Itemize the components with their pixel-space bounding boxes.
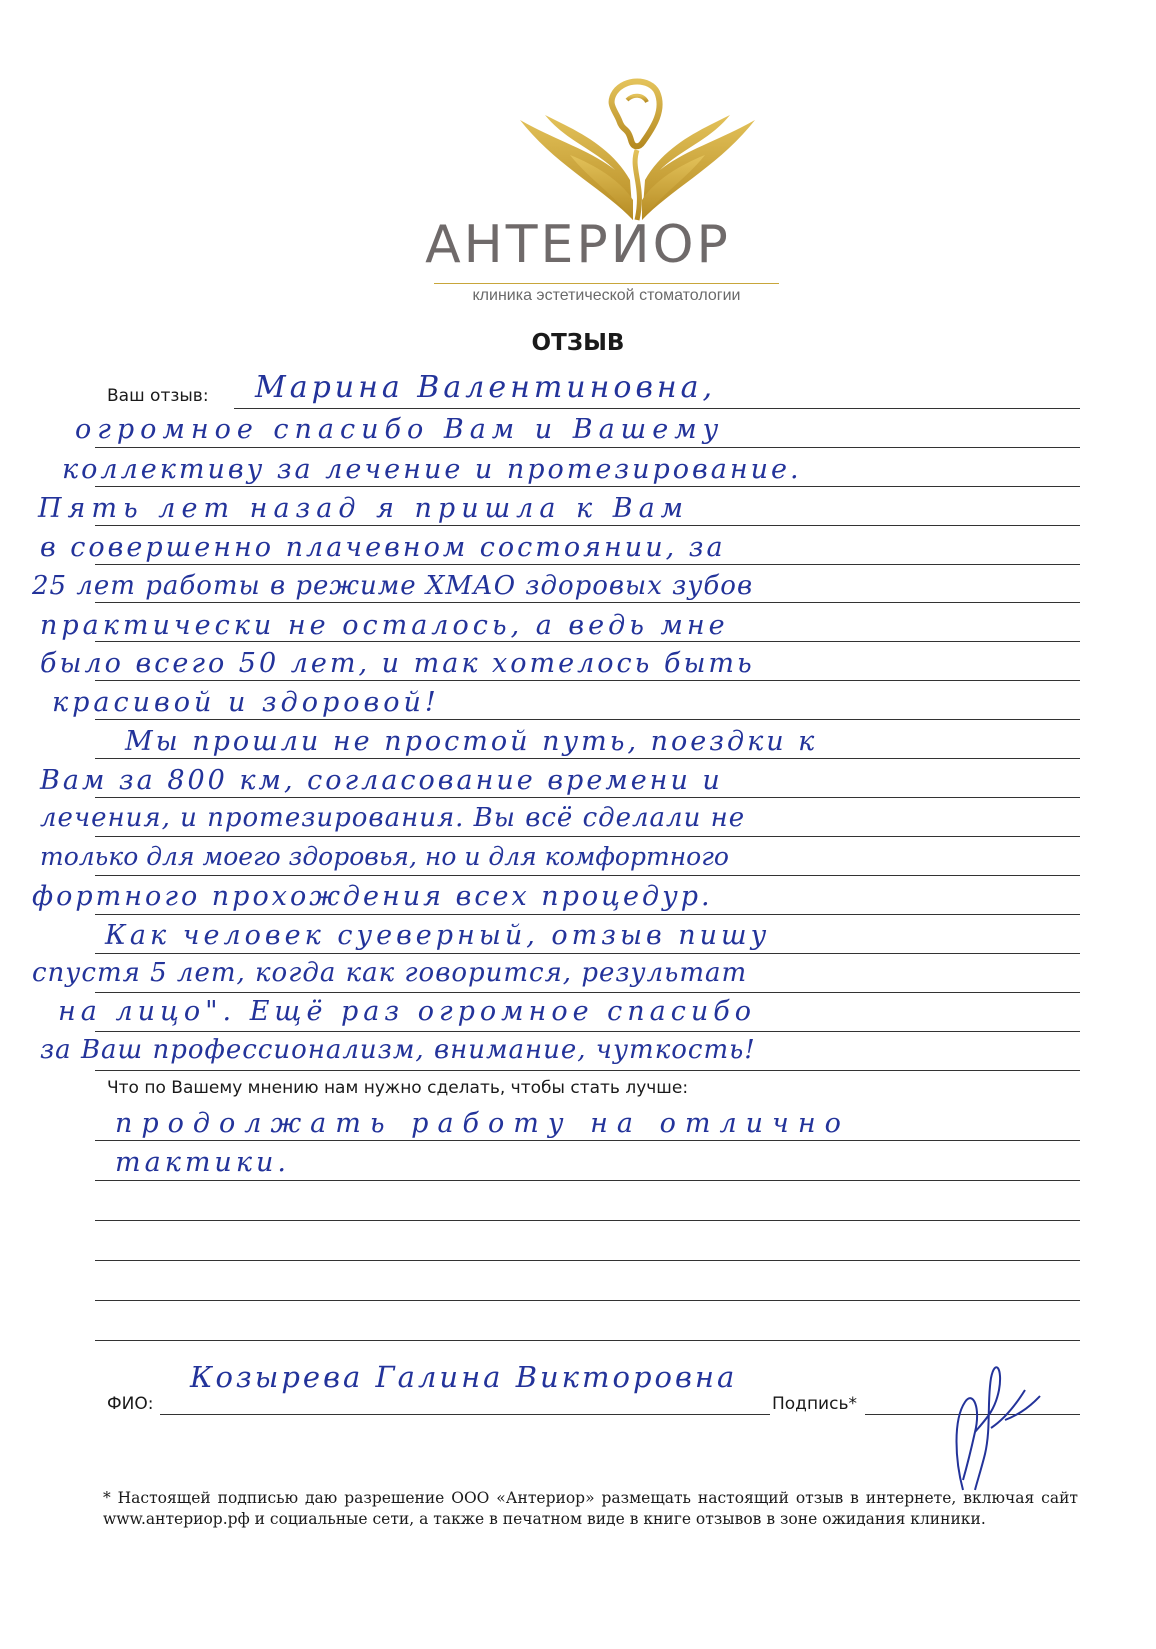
handwritten-line: только для моего здоровья, но и для комфортного <box>40 842 729 871</box>
handwritten-name: Козырева Галина Викторовна <box>190 1360 738 1394</box>
ruled-line <box>95 836 1080 837</box>
signature-mark <box>945 1350 1050 1495</box>
handwritten-line: коллективу за лечение и протезирование. <box>62 454 802 485</box>
handwritten-line: в совершенно плачевном состоянии, за <box>40 532 726 563</box>
review-label: Ваш отзыв: <box>107 386 209 406</box>
name-line <box>160 1414 770 1415</box>
ruled-line <box>95 875 1080 876</box>
tooth-wings-logo-icon <box>515 70 760 230</box>
ruled-line <box>95 680 1080 681</box>
handwritten-improve-line: продолжать работу на отлично <box>115 1108 850 1139</box>
handwritten-line: фортного прохождения всех процедур. <box>32 881 713 912</box>
ruled-line <box>95 1340 1080 1341</box>
ruled-line <box>95 1031 1080 1032</box>
handwritten-line: на лицо". Ещё раз огромное спасибо <box>58 996 756 1027</box>
handwritten-improve-line: тактики. <box>115 1147 290 1178</box>
handwritten-line: Мы прошли не простой путь, поездки к <box>125 726 818 757</box>
ruled-line <box>95 1180 1080 1181</box>
handwritten-line: Пять лет назад я пришла к Вам <box>38 493 690 524</box>
ruled-line <box>95 564 1080 565</box>
handwritten-line: было всего 50 лет, и так хотелось быть <box>40 648 755 679</box>
brand-tagline: клиника эстетической стоматологии <box>434 283 779 305</box>
ruled-line <box>95 914 1080 915</box>
ruled-line <box>95 1140 1080 1141</box>
handwritten-line: Марина Валентиновна, <box>255 370 717 405</box>
ruled-line <box>95 758 1080 759</box>
handwritten-line: Как человек суеверный, отзыв пишу <box>105 920 771 951</box>
handwritten-line: красивой и здоровой! <box>52 687 440 718</box>
ruled-line <box>95 797 1080 798</box>
handwritten-line: Вам за 800 км, согласование времени и <box>40 765 723 796</box>
name-label: ФИО: <box>107 1394 154 1414</box>
ruled-line <box>95 486 1080 487</box>
handwritten-line: практически не осталось, а ведь мне <box>40 610 729 641</box>
ruled-line <box>234 408 1080 409</box>
consent-footnote: * Настоящей подписью даю разрешение ООО «Антериор» размещать настоящий отзыв в интернете, включая сайт www.антериор.рф и социальные сети, а также в печатном виде в книге отзывов в зоне ожидания клиники. <box>103 1489 1078 1528</box>
handwritten-line: 25 лет работы в режиме ХМАО здоровых зубов <box>32 571 754 601</box>
document-title: ОТЗЫВ <box>531 330 625 356</box>
handwritten-line: лечения, и протезирования. Вы всё сделали не <box>40 803 746 833</box>
ruled-line <box>95 992 1080 993</box>
ruled-line <box>95 602 1080 603</box>
ruled-line <box>95 1300 1080 1301</box>
ruled-line <box>95 1070 1080 1071</box>
ruled-line <box>95 447 1080 448</box>
ruled-line <box>95 719 1080 720</box>
ruled-line <box>95 1260 1080 1261</box>
handwritten-line: за Ваш профессионализм, внимание, чуткость! <box>40 1035 756 1065</box>
ruled-line <box>95 641 1080 642</box>
ruled-line <box>95 953 1080 954</box>
signature-label: Подпись* <box>772 1394 857 1414</box>
ruled-line <box>95 1220 1080 1221</box>
improve-label: Что по Вашему мнению нам нужно сделать, чтобы стать лучше: <box>107 1078 689 1098</box>
handwritten-line: огромное спасибо Вам и Вашему <box>75 414 725 445</box>
brand-name: АНТЕРИОР <box>425 215 731 275</box>
ruled-line <box>95 525 1080 526</box>
handwritten-line: спустя 5 лет, когда как говорится, результат <box>32 958 748 988</box>
